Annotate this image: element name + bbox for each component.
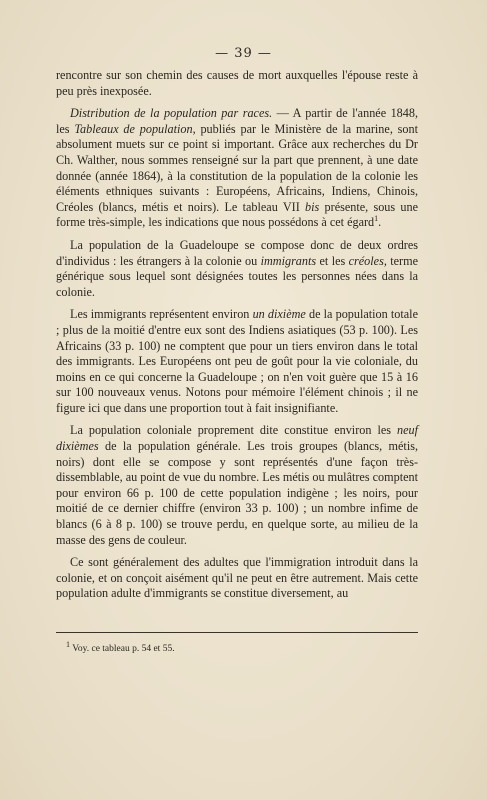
dixieme-phrase: un dixième — [252, 307, 306, 322]
creoles-word: créoles, — [348, 253, 387, 268]
paragraph-3-text-a: La population de la Guadeloupe se compose donc de deux ordres d'individus : les étrangers à la colonie ou — [56, 237, 418, 268]
paragraph-4-text-b: de la population totale ; plus de la moitié d'entre eux sont des Indiens asiatiques (53 p. 100). Les Africains (33 p. 100) ne comptent que pour un tiers environ dans le total des immigrants. Les Européens ont peu de goût pour la vie coloniale, du moins en ce qui concerne la Guadeloupe ; on n'en voit guère que 15 à 16 sur 100 nouveaux venus. Notons pour mémoire l'élément chinois ; il ne figure ici que dans une proportion tout à fait insignifiante. — [56, 307, 418, 415]
neuf-dixiemes-phrase: neuf dixièmes — [56, 423, 418, 454]
section-heading: Distribution de la population par races. — [70, 106, 273, 121]
paragraph-2-text-b: , publiés par le Ministère de la marine, sont absolument muets sur ce point si important. Grâce aux recherches du Dr Ch. Walther, nous sommes renseigné sur la part que prennent, à une date donnée (année 1864), à la constitution de la population de la colonie les éléments ethniques suivants : Européens, Africains, Indiens, Chinois, Créoles (blancs, métis et noirs). Le tableau VII — [56, 121, 419, 214]
paragraph-2-text-a: — A partir de l'année 1848, les — [56, 106, 419, 136]
paragraph-4-text-a: Les immigrants représentent environ — [70, 307, 253, 322]
footnote — [66, 639, 406, 654]
paragraph-2-text-c: présente, sous une forme très-simple, les indications que nous possédons à cet égard — [56, 199, 419, 230]
paragraph-1-text: rencontre sur son chemin des causes de mort auxquelles l'épouse reste à peu près inexposée. — [56, 68, 418, 98]
footnote-reference: 1 — [374, 214, 379, 224]
paragraph-6 — [56, 555, 418, 602]
paragraph-2-text-d: . — [378, 215, 382, 230]
paragraph-1 — [56, 68, 418, 99]
immigrants-word: immigrants — [260, 253, 317, 268]
footnote-text: Voy. ce tableau p. 54 et 55. — [70, 644, 175, 654]
footnote-mark: 1 — [66, 639, 70, 649]
paragraph-3-text-b: et les — [316, 253, 349, 268]
body-text — [56, 68, 418, 609]
page-number: — 39 — — [215, 46, 272, 61]
paragraph-5-text-b: de la population générale. Les trois groupes (blancs, métis, noirs) dont elle se compose y sont représentés d'une façon très-dissemblable, au point de vue du nombre. Les métis ou mulâtres comptent pour environ 66 p. 100 de cette population indigène ; les noirs, pour moitié de ce dernier chiffre (environ 33 p. 100) ; un nombre infime de blancs (6 à 8 p. 100) se trouve perdu, en quelque sorte, au milieu de la masse des gens de couleur. — [56, 439, 418, 547]
footnote-separator — [56, 632, 418, 633]
paragraph-3 — [56, 238, 418, 300]
paragraph-4 — [56, 307, 418, 416]
tableaux-title: Tableaux de population — [74, 121, 193, 136]
paragraph-3-text-c: terme générique sous lequel sont désignées toutes les personnes nées dans la colonie. — [56, 253, 419, 299]
paragraph-2 — [56, 106, 418, 231]
paragraph-6-text: Ce sont généralement des adultes que l'immigration introduit dans la colonie, et on conçoit aisément qu'il ne peut en être autrement. Mais cette population adulte d'immigrants se constitue diversement, au — [56, 555, 418, 601]
paragraph-5-text-a: La population coloniale proprement dite constitue environ les — [70, 423, 398, 438]
paragraph-5 — [56, 423, 418, 548]
bis-word: bis — [305, 199, 320, 214]
